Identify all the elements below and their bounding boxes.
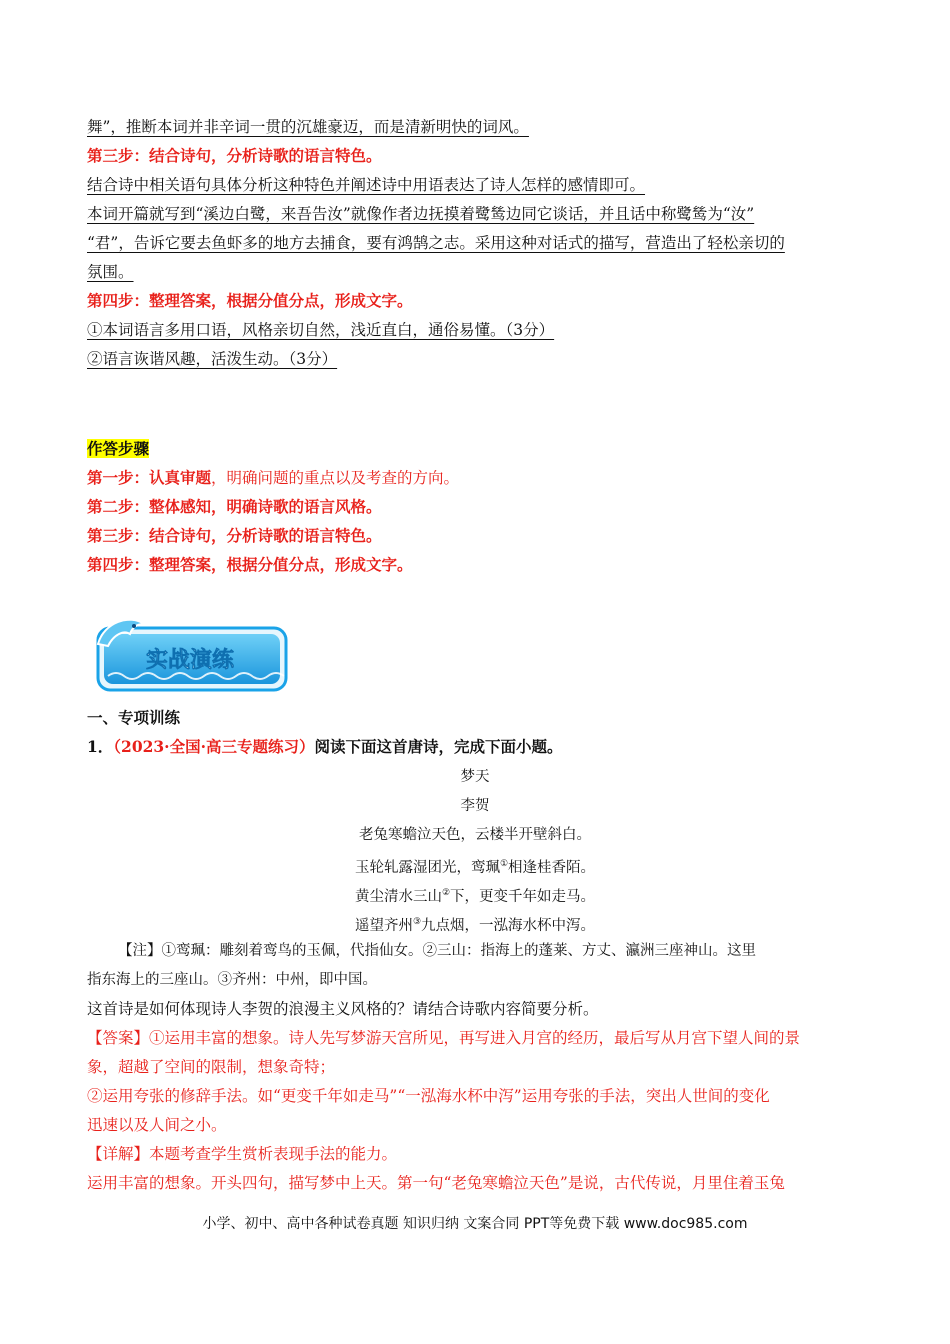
answer-line: ②运用夸张的修辞手法。如“更变千年如走马”“一泓海水杯中泻”运用夸张的手法，突出人世间的变化	[87, 1087, 770, 1105]
poem-line	[0, 882, 950, 908]
note-line: 【注】①鸾珮：雕刻着鸾鸟的玉佩，代指仙女。②三山：指海上的蓬莱、方丈、瀛洲三座神山。这里	[118, 943, 756, 959]
step-4: 第四步：整理答案，根据分值分点，形成文字。	[87, 555, 413, 574]
steps-heading	[87, 438, 149, 460]
footnote-marker: ②	[441, 888, 451, 898]
poem-line	[0, 911, 950, 937]
text-line: “君”，告诉它要去鱼虾多的地方去捕食，要有鸿鹄之志。采用这种对话式的描写，营造出了轻松亲切的	[87, 234, 785, 252]
badge-graphic	[94, 614, 290, 694]
step-1-label: 第一步：认真审题	[87, 468, 212, 487]
note-line: 指东海上的三座山。③齐州：中州，即中国。	[87, 972, 377, 988]
poem-line-part: 下，更变千年如走马。	[450, 888, 596, 905]
badge-label: 实战演练	[145, 648, 235, 673]
poem-line	[0, 853, 950, 879]
step3-title: 第三步：结合诗句，分析诗歌的语言特色。	[87, 146, 382, 165]
text-line: 氛围。	[87, 263, 134, 281]
answer-point-1: ①本词语言多用口语，风格亲切自然，浅近直白，通俗易懂。（3分）	[87, 321, 555, 339]
practice-badge	[94, 614, 290, 694]
poem-line-part: 玉轮轧露湿团光，鸾珮	[354, 859, 500, 876]
poem-line: 老兔寒蟾泣天色，云楼半开壁斜白。	[359, 827, 591, 843]
step-1	[87, 467, 459, 489]
question-source: （2023·全国·高三专题练习）	[113, 737, 315, 756]
question-prompt: 阅读下面这首唐诗，完成下面小题。	[314, 737, 563, 756]
answer-line: 迅速以及人间之小。	[87, 1116, 227, 1134]
detail-line: 【详解】本题考查学生赏析表现手法的能力。	[87, 1145, 398, 1163]
answer-line: 【答案】①运用丰富的想象。诗人先写梦游天宫所见，再写进入月宫的经历，最后写从月宫下望人间的景	[87, 1029, 801, 1047]
poem-line-part: 九点烟，一泓海水杯中泻。	[421, 917, 596, 934]
poem-line-part: 相逢桂香陌。	[508, 859, 596, 876]
answer-line: 象，超越了空间的限制，想象奇特；	[87, 1058, 336, 1076]
footnote-marker: ③	[412, 917, 422, 927]
poem-author: 李贺	[460, 798, 490, 814]
step-3: 第三步：结合诗句，分析诗歌的语言特色。	[87, 526, 382, 545]
question-header	[87, 736, 563, 758]
step-1-rest: ，明确问题的重点以及考查的方向。	[211, 469, 460, 487]
question-text: 这首诗是如何体现诗人李贺的浪漫主义风格的？请结合诗歌内容简要分析。	[87, 1000, 599, 1018]
footnote-marker: ①	[499, 859, 509, 869]
detail-line: 运用丰富的想象。开头四句，描写梦中上天。第一句“老兔寒蟾泣天色”是说，古代传说，月里住着玉兔	[87, 1174, 785, 1192]
step-2: 第二步：整体感知，明确诗歌的语言风格。	[87, 497, 382, 516]
step4-title: 第四步：整理答案，根据分值分点，形成文字。	[87, 291, 413, 310]
steps-heading-label: 作答步骤	[87, 439, 150, 458]
text-line: 结合诗中相关语句具体分析这种特色并阐述诗中用语表达了诗人怎样的感情即可。	[87, 176, 646, 194]
poem-line-part: 遥望齐州	[354, 917, 413, 934]
text-line: 本词开篇就写到“溪边白鹭，来吾告汝”就像作者边抚摸着鹭鸶边同它谈话，并且话中称鹭鸶为“汝”	[87, 205, 755, 223]
poem-line-part: 黄尘清水三山	[354, 888, 442, 905]
answer-point-2: ②语言诙谐风趣，活泼生动。（3分）	[87, 350, 338, 368]
section-title: 一、专项训练	[87, 708, 181, 727]
poem-title: 梦天	[460, 769, 490, 785]
question-number: 1．	[87, 737, 114, 756]
text-line: 舞”，推断本词并非辛词一贯的沉雄豪迈，而是清新明快的词风。	[87, 118, 529, 136]
page-footer: 小学、初中、高中各种试卷真题 知识归纳 文案合同 PPT等免费下载 www.doc985.com	[202, 1216, 748, 1232]
